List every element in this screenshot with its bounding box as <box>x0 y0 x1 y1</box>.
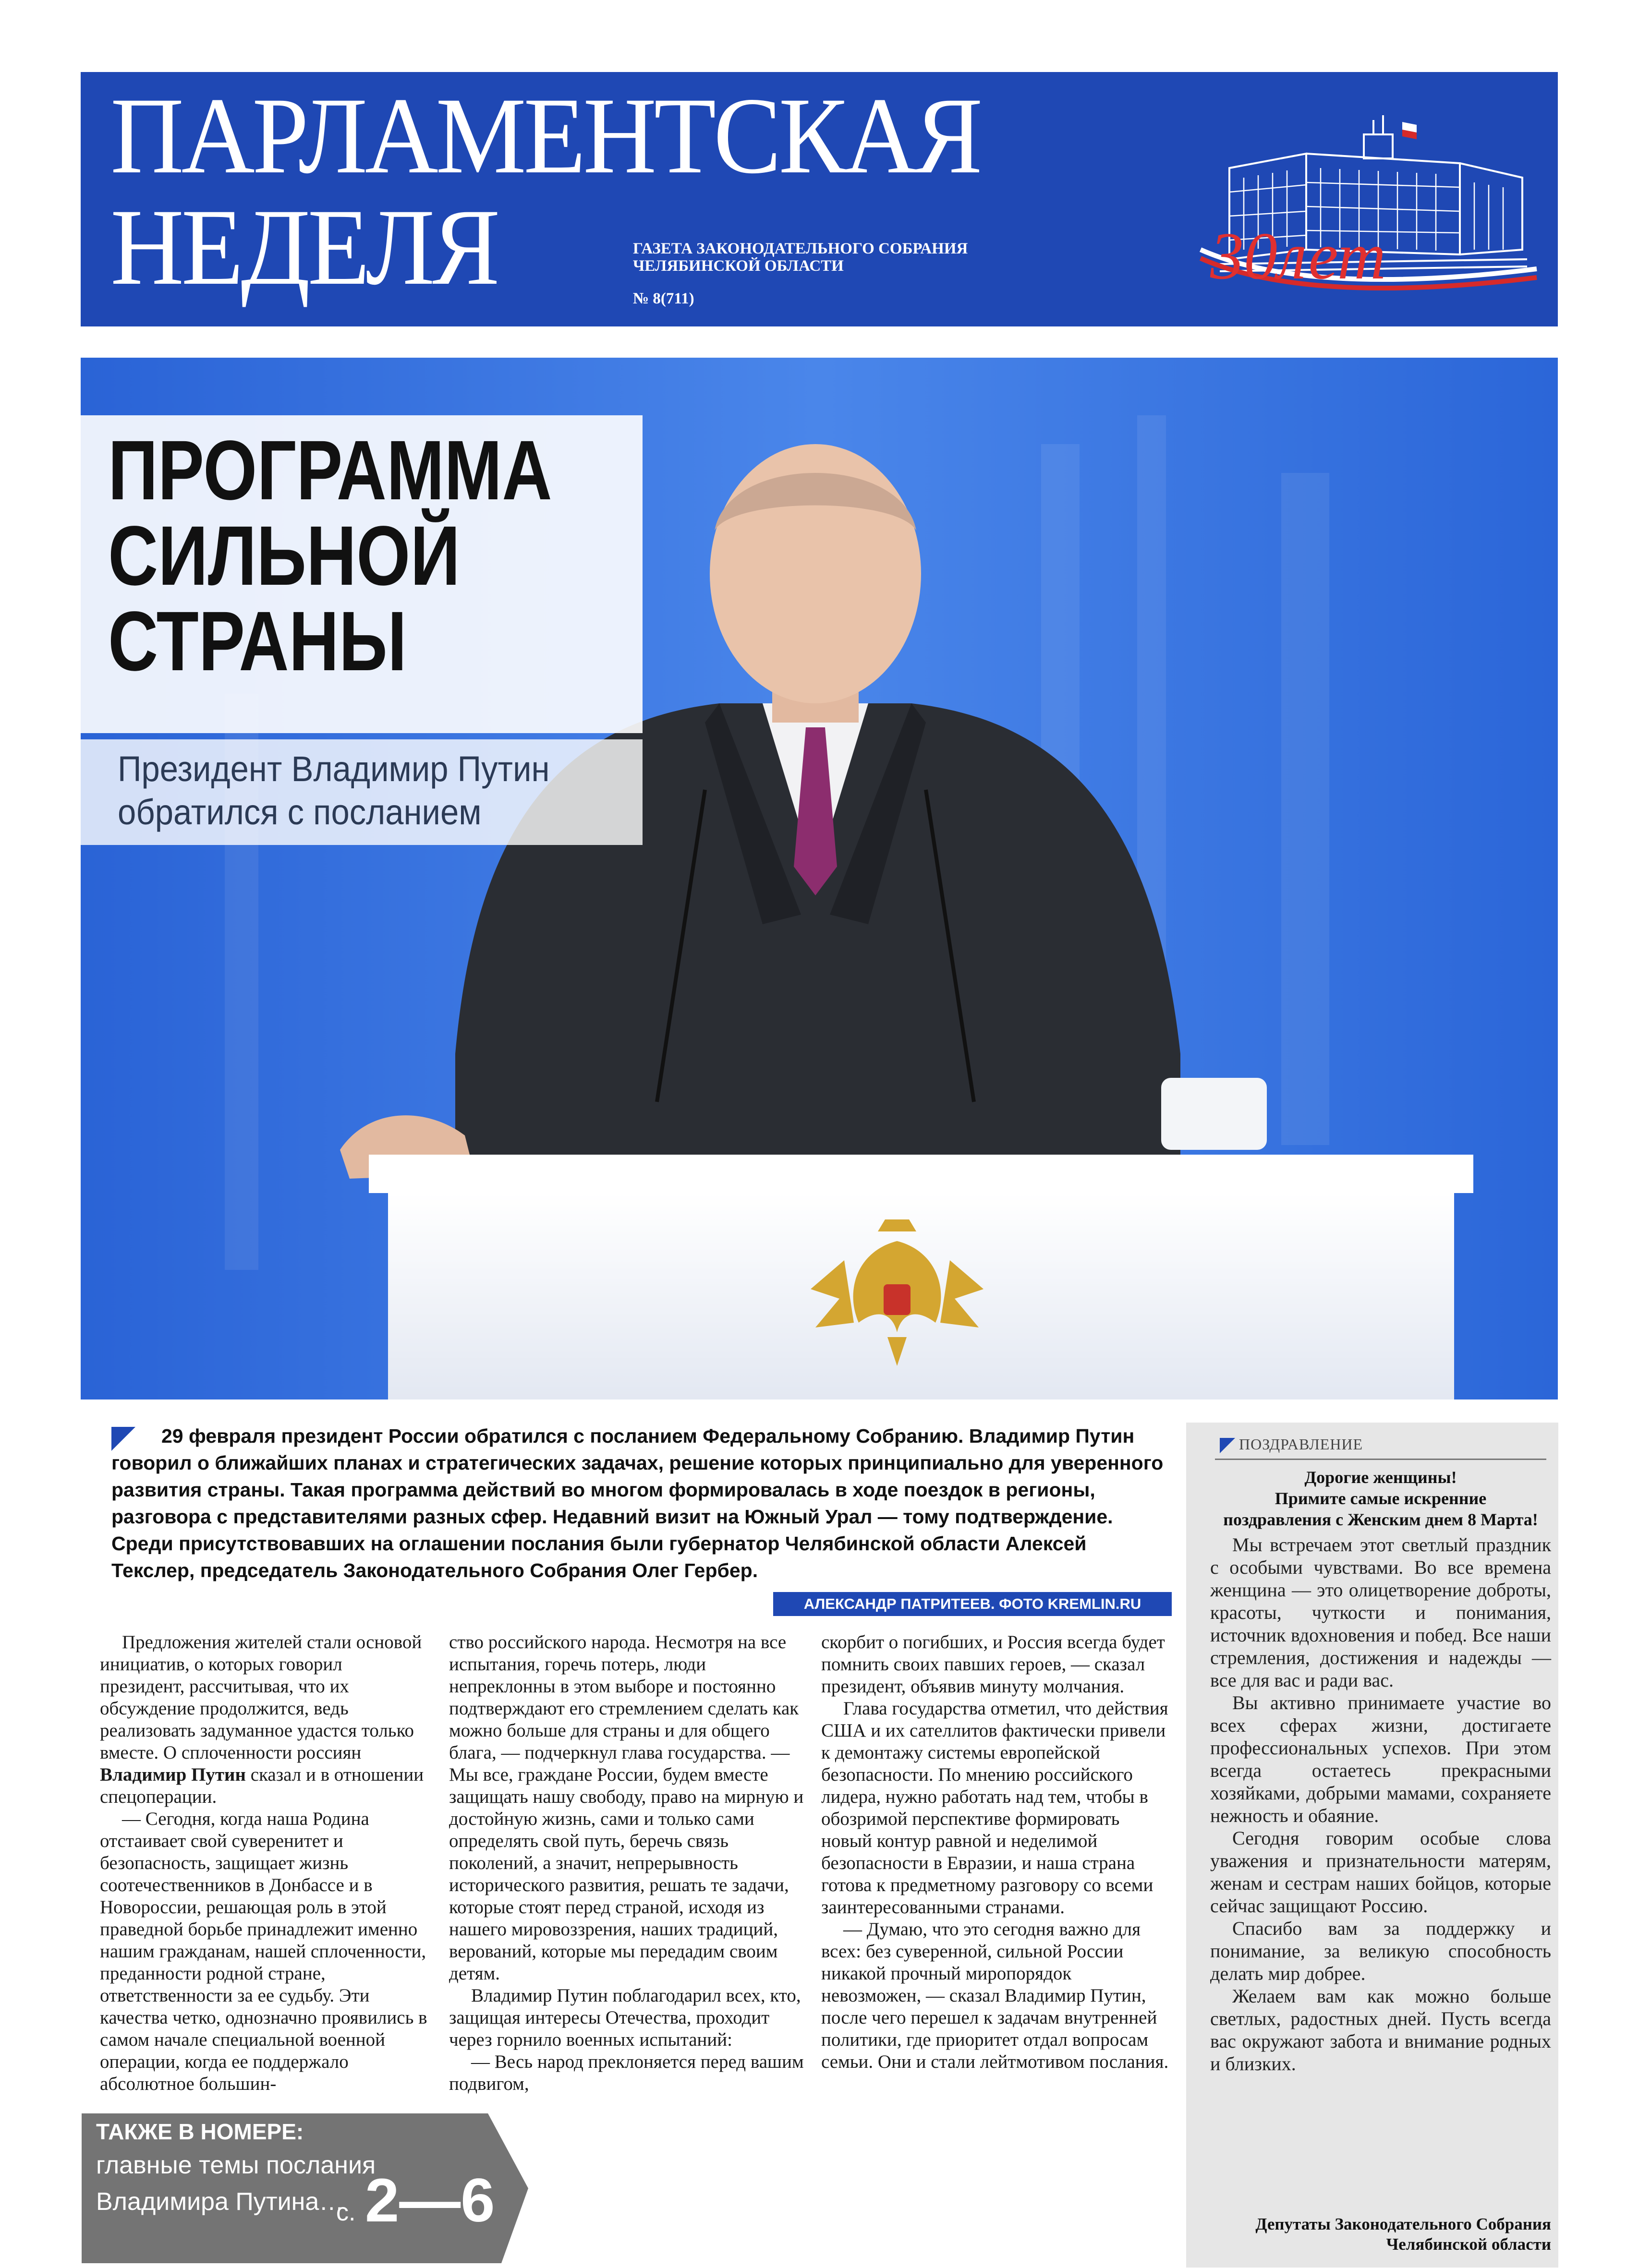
lead-paragraph: 29 февраля президент России обратился с посланием Федеральному Собранию. Владимир Путин говорил о ближайших планах и стратегических задачах, решение которых принципиально для уверенного развития страны. Такая программа действий во многом формировалась в ходе поездок в регионы, разговора с представителями разных сфер. Недавний визит на Южный Урал — тому подтверждение. Среди присутствовавших на оглашении послания были губернатор Челябинской области Алексей Текслер, председатель Законодательного Собрания Олег Гербер. <box>111 1425 1164 1581</box>
article-paragraph: Владимир Путин поблагодарил всех, кто, защищая интересы Отечества, проходит через горнило военных испытаний: <box>449 1985 801 2050</box>
also-in-issue-pages: 2—6 <box>365 2166 495 2235</box>
also-in-issue-topic-line2: Владимира Путина… <box>96 2188 344 2216</box>
sidebar-signature <box>1210 2214 1551 2255</box>
article-paragraph: — Думаю, что это сегодня важно для всех: без суверенной, сильной России никакой прочный миропорядок невозможен, — сказал Владимир Путин, после чего перешел к задачам внутренней политики, где приоритет отдал вопросам семьи. Они и стали лейтмотивом послания. <box>821 1919 1169 2072</box>
sidebar-heading-line1: Дорогие женщины! <box>1304 1468 1457 1487</box>
byline: АЛЕКСАНДР ПАТРИТЕЕВ. ФОТО KREMLIN.RU <box>773 1592 1172 1616</box>
subtitle-line2: ЧЕЛЯБИНСКОЙ ОБЛАСТИ <box>633 257 844 275</box>
article-paragraph: Глава государства отметил, что действия США и их сателлитов фактически привели к демонтажу системы европейской безопасности. По мнению российского лидера, нужно работать над тем, чтобы в обозримой перспективе формировать новый контур равной и неделимой безопасности в Евразии, и наша страна готова к предметному разговору со всеми заинтересованными странами. <box>821 1698 1168 1918</box>
sidebar-paragraph: Мы встречаем этот светлый праздник с особыми чувствами. Во все времена женщина — это олицетворение доброты, красоты, чуткости и понимания, источник вдохновения и побед. Все наши стремления, достижения и надежды — все для вас и ради вас. <box>1210 1534 1551 1691</box>
subtitle-line1: ГАЗЕТА ЗАКОНОДАТЕЛЬНОГО СОБРАНИЯ <box>633 240 968 257</box>
headline-line1: ПРОГРАММА <box>108 423 552 518</box>
headline-line2: СИЛЬНОЙ <box>108 509 461 603</box>
sidebar-paragraph: Сегодня говорим особые слова уважения и признательности матерям, женам и сестрам наших бойцов, которые сейчас защищают Россию. <box>1210 1827 1551 1917</box>
article-column-1 <box>100 1631 431 2095</box>
also-in-issue-title: ТАКЖЕ В НОМЕРЕ: <box>96 2119 304 2144</box>
sidebar-heading <box>1210 1467 1551 1530</box>
anniversary-mark: 30лет <box>1210 219 1386 293</box>
article-paragraph: — Весь народ преклоняется перед вашим подвигом, <box>449 2051 804 2094</box>
signature-line2: Челябинской области <box>1386 2235 1551 2254</box>
newspaper-subtitle <box>633 240 968 275</box>
article-paragraph: скорбит о погибших, и Россия всегда будет помнить своих павших героев, — сказал президент, объявив минуту молчания. <box>821 1632 1165 1697</box>
article-column-3 <box>821 1631 1172 2073</box>
article-paragraph: — Сегодня, когда наша Родина отстаивает свой суверенитет и безопасность, защищает жизнь соотечественников в Донбассе и в Новороссии, решающая роль в этой праведной борьбе принадлежит именно нашим гражданам, нашей сплоченности, преданности родной стране, ответственности за ее судьбу. Эти качества четко, однозначно проявились в самом начале специальной военной операции, когда ее поддержало абсолютное большин- <box>100 1809 427 2094</box>
sidebar-paragraph: Желаем вам как можно больше светлых, радостных дней. Пусть всегда вас окружают забота и внимание родных и близких. <box>1210 1985 1551 2075</box>
signature-line1: Депутаты Законодательного Собрания <box>1255 2215 1551 2233</box>
sidebar-body <box>1210 1533 1551 2075</box>
article-column-2 <box>449 1631 804 2095</box>
sidebar-paragraph: Спасибо вам за поддержку и понимание, за великую способность делать мир добрее. <box>1210 1918 1551 1984</box>
sidebar-heading-line3: поздравления с Женским днем 8 Марта! <box>1223 1510 1538 1529</box>
section-marker-icon <box>1220 1438 1235 1453</box>
article-text: Предложения жителей стали основой инициатив, о которых говорил президент, рассчитывая, что их обсуждение продолжится, ведь реализовать задуманное удастся только вместе. О сплоченности россиян <box>100 1632 422 1763</box>
headline-line3: СТРАНЫ <box>108 594 407 688</box>
article-paragraph <box>100 1631 431 1808</box>
also-in-issue-topic-line1: главные темы послания <box>96 2151 376 2179</box>
sidebar-heading-line2: Примите самые искренние <box>1275 1489 1487 1508</box>
article-paragraph: ство российского народа. Несмотря на все испытания, горечь потерь, люди непреклонны в этом выборе и постоянно подтверждают его стремлением сделать как можно больше для страны и для общего блага, — подчеркнул глава государства. — Мы все, граждане России, будем вместе защищать нашу свободу, право на мирную и достойную жизнь, сами и только сами определять свой путь, беречь связь поколений, а значит, непрерывность исторического развития, решать те задачи, которые стоят перед страной, исходя из нашего мировоззрения, наших традиций, верований, которые мы передадим своим детям. <box>449 1632 804 1984</box>
issue-number: № 8(711) <box>633 290 694 307</box>
sidebar-paragraph: Вы активно принимаете участие во всех сферах жизни, достигаете профессиональных успехов. При этом всегда остаетесь прекрасными хозяйками, добрыми мамами, сохраняете нежность и обаяние. <box>1210 1692 1551 1826</box>
newspaper-title-line2: НЕДЕЛЯ <box>110 187 498 308</box>
sidebar-section-label: ПОЗДРАВЛЕНИЕ <box>1239 1436 1363 1453</box>
person-name: Владимир Путин <box>100 1764 246 1785</box>
article-text: сказал и в отношении спецоперации. <box>100 1764 424 1807</box>
newspaper-title-line1: ПАРЛАМЕНТСКАЯ <box>110 75 980 196</box>
sidebar-divider <box>1215 1459 1546 1460</box>
subheadline-line1: Президент Владимир Путин <box>118 749 550 789</box>
also-in-issue-page-prefix: с. <box>336 2198 356 2226</box>
subheadline-line2: обратился с посланием <box>118 792 482 832</box>
building-emblem-logo <box>1191 106 1546 307</box>
